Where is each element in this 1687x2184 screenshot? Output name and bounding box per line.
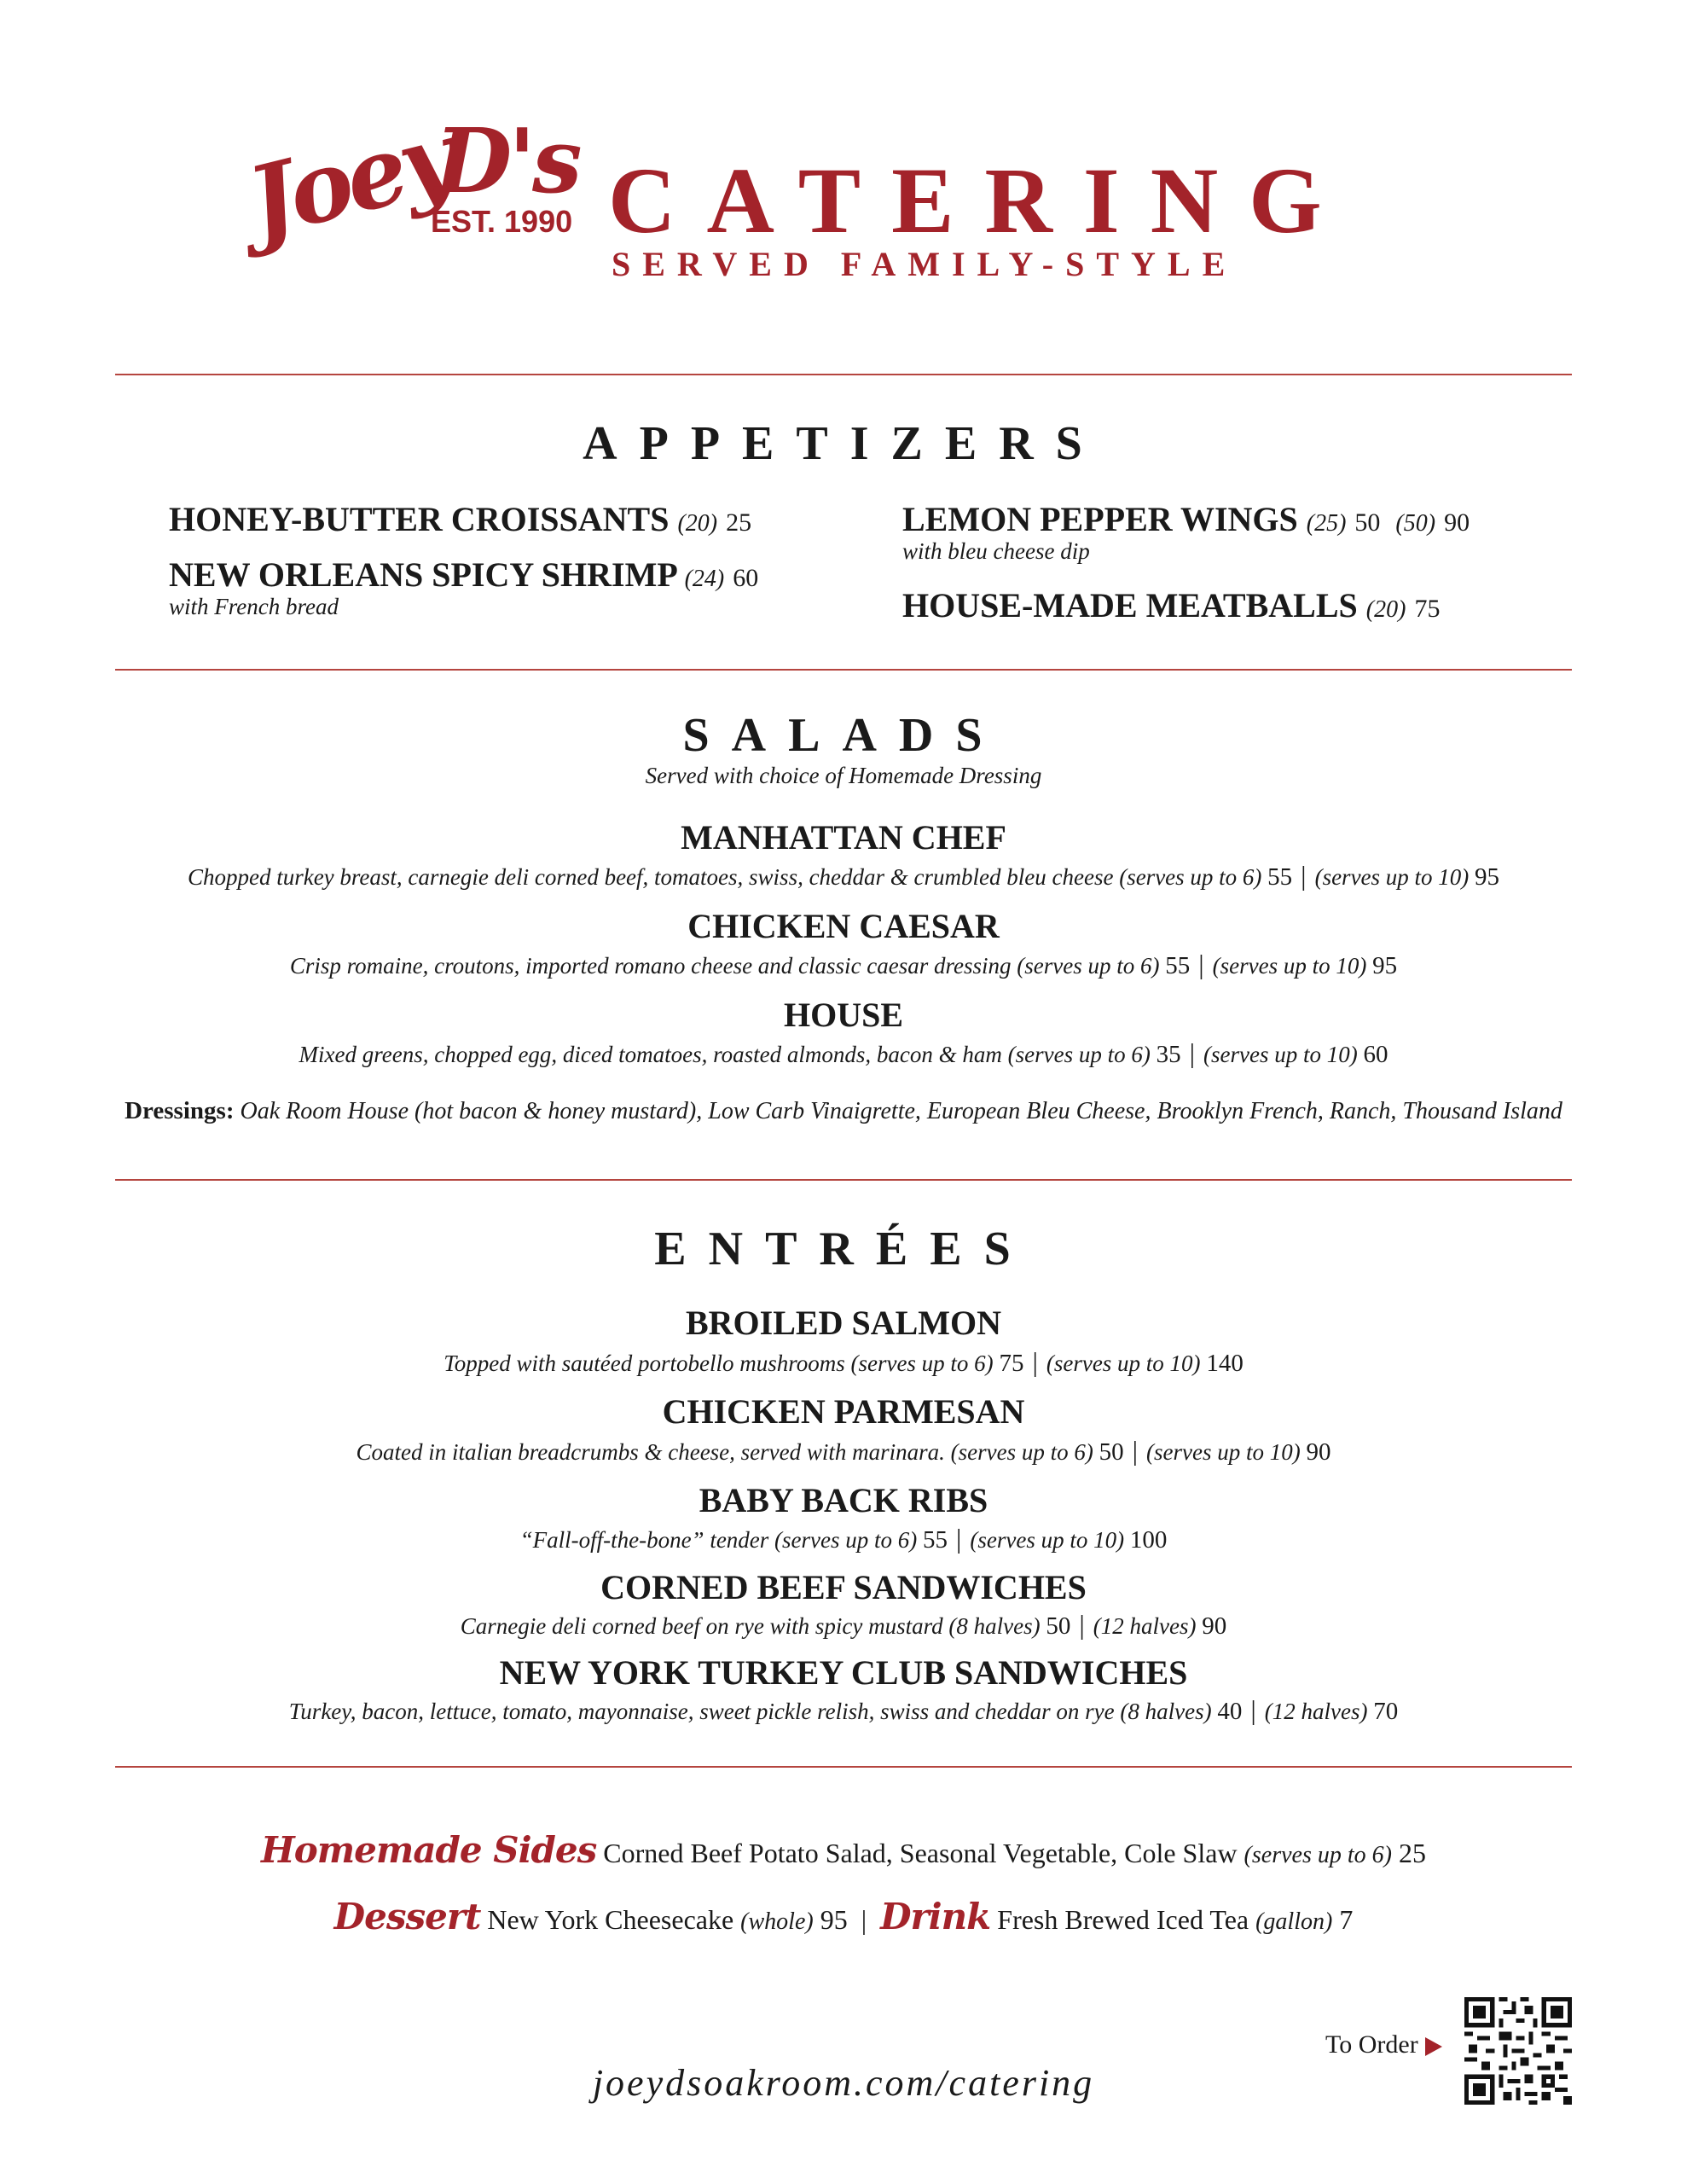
salad-description: Crisp romaine, croutons, imported romano cheese and classic caesar dressing (serves up to 6) 55 | (serves up to 10) 95 [289, 949, 1398, 979]
dressings-label: Dressings: [125, 1097, 235, 1124]
drink-text: Fresh Brewed Iced Tea [997, 1904, 1249, 1935]
price: 50 [1046, 1612, 1071, 1640]
salad-description: Chopped turkey breast, carnegie deli corned beef, tomatoes, swiss, cheddar & crumbled bleu cheese (serves up to 6) 55 | (serves up to 10) 95 [187, 860, 1500, 891]
serving-size: (serves up to 10) [1146, 1439, 1301, 1465]
price: 35 [1156, 1041, 1181, 1068]
serving-size: (serves up to 6) [950, 1439, 1093, 1465]
serving-size: (8 halves) [1120, 1699, 1212, 1724]
catering-url-link[interactable]: joeydsoakroom.com/catering [592, 2062, 1095, 2104]
salad-name: MANHATTAN CHEF [681, 818, 1006, 857]
price: 95 [1372, 952, 1398, 979]
serving-size: (serves up to 10) [1203, 1042, 1358, 1067]
serving-size: (serves up to 6) [1119, 864, 1262, 890]
page-subtitle: SERVED FAMILY-STYLE [612, 245, 1238, 283]
to-order-text: To Order [1325, 2030, 1418, 2059]
price: 40 [1217, 1698, 1243, 1725]
appetizer-name: NEW ORLEANS SPICY SHRIMP [169, 555, 676, 594]
page-title: CATERING [608, 148, 1353, 253]
description-text: Mixed greens, chopped egg, diced tomatoes, roasted almonds, bacon & ham [299, 1042, 1002, 1067]
appetizer-price: 90 [1444, 508, 1470, 537]
entree-description: “Fall-off-the-bone” tender (serves up to 6) 55 | (serves up to 10) 100 [519, 1523, 1168, 1554]
appetizer-price: 60 [733, 564, 759, 592]
price: 60 [1363, 1041, 1388, 1068]
entree-name: BROILED SALMON [685, 1304, 1002, 1342]
appetizer-quantity: (24) [684, 566, 725, 592]
salad-description: Mixed greens, chopped egg, diced tomatoes, roasted almonds, bacon & ham (serves up to 6) 35 | (serves up to 10) 60 [299, 1037, 1388, 1068]
sides-line [0, 1829, 1687, 1871]
dessert-text: New York Cheesecake [487, 1904, 734, 1935]
drink-label: Drink [880, 1896, 991, 1937]
serving-size: (serves up to 6) [1017, 953, 1160, 979]
appetizer-name: HOUSE-MADE MEATBALLS [902, 586, 1358, 624]
divider [115, 374, 1572, 375]
appetizer-price: 25 [726, 508, 752, 537]
price: 55 [923, 1526, 948, 1554]
sides-text: Corned Beef Potato Salad, Seasonal Vegetable, Cole Slaw [603, 1838, 1238, 1868]
price: 50 [1099, 1438, 1124, 1466]
divider [115, 1766, 1572, 1768]
appetizer-quantity: (20) [1365, 596, 1406, 623]
serving-size: (serves up to 10) [970, 1527, 1125, 1553]
serving-size: (8 halves) [948, 1613, 1041, 1639]
entree-name: BABY BACK RIBS [699, 1481, 988, 1519]
dessert-drink-line: Dessert New York Cheesecake (whole) 95 | Drink Fresh Brewed Iced Tea (gallon) 7 [333, 1896, 1354, 1937]
appetizer-quantity: (25) [1306, 510, 1347, 537]
joeyds-logo [237, 101, 588, 269]
price: 95 [1475, 863, 1500, 891]
divider [115, 669, 1572, 671]
appetizer-item [902, 586, 1441, 624]
serving-size: (serves up to 6) [850, 1350, 994, 1376]
appetizer-quantity: (20) [677, 510, 718, 537]
qr-code-icon[interactable] [1464, 1997, 1572, 2105]
price: 55 [1165, 952, 1191, 979]
drink-price: 7 [1339, 1904, 1354, 1935]
logo-joey-text: Joey [237, 101, 463, 259]
serving-size: (serves up to 10) [1314, 864, 1470, 890]
section-title-appetizers: APPETIZERS [583, 417, 1104, 470]
entree-name: NEW YORK TURKEY CLUB SANDWICHES [499, 1653, 1188, 1692]
dressings-text: Oak Room House (hot bacon & honey mustard), Low Carb Vinaigrette, European Bleu Cheese, Brooklyn French, Ranch, Thousand Island [240, 1098, 1562, 1124]
price: 70 [1373, 1698, 1399, 1725]
description-text: Coated in italian breadcrumbs & cheese, served with marinara. [356, 1439, 945, 1465]
description-text: Carnegie deli corned beef on rye with spicy mustard [460, 1613, 943, 1639]
serving-size: (serves up to 6) [774, 1527, 918, 1553]
description-text: Turkey, bacon, lettuce, tomato, mayonnaise, sweet pickle relish, swiss and cheddar on rye [288, 1699, 1115, 1724]
price: 90 [1306, 1438, 1331, 1466]
price: 75 [999, 1350, 1024, 1377]
serving-size: (serves up to 6) [1007, 1042, 1151, 1067]
description-text: Chopped turkey breast, carnegie deli corned beef, tomatoes, swiss, cheddar & crumbled bleu cheese [187, 864, 1114, 890]
serving-size: (serves up to 10) [1212, 953, 1367, 979]
appetizer-quantity: (50) [1395, 510, 1436, 537]
appetizer-item [902, 502, 1470, 537]
serving-size: (12 halves) [1264, 1699, 1368, 1724]
description-text: “Fall-off-the-bone” tender [519, 1527, 769, 1553]
entree-name: CHICKEN PARMESAN [662, 1392, 1025, 1431]
arrow-right-icon [1425, 2037, 1442, 2056]
sides-serving-size: (serves up to 6) [1244, 1842, 1392, 1868]
price: 100 [1129, 1526, 1168, 1554]
sides-label: Homemade Sides [261, 1829, 597, 1871]
dessert-quantity: (whole) [740, 1908, 814, 1935]
appetizer-price: 75 [1414, 595, 1441, 623]
section-title-salads: SALADS [682, 709, 1005, 762]
to-order-label [1325, 2032, 1442, 2058]
price: 90 [1202, 1612, 1227, 1640]
entree-description: Coated in italian breadcrumbs & cheese, served with marinara. (serves up to 6) 50 | (serves up to 10) 90 [356, 1435, 1331, 1466]
salads-subtitle: Served with choice of Homemade Dressing [645, 763, 1042, 788]
appetizer-name: LEMON PEPPER WINGS [902, 500, 1298, 538]
dessert-price: 95 [820, 1904, 848, 1935]
entree-description: Turkey, bacon, lettuce, tomato, mayonnaise, sweet pickle relish, swiss and cheddar on rye (8 halves) 40 | (12 halves) 70 [288, 1694, 1399, 1725]
salad-name: HOUSE [783, 996, 904, 1034]
sides-price: 25 [1398, 1838, 1426, 1868]
entree-name: CORNED BEEF SANDWICHES [600, 1568, 1087, 1606]
logo-est-text: EST. 1990 [431, 204, 573, 239]
appetizer-name: HONEY-BUTTER CROISSANTS [169, 500, 670, 538]
description-text: Topped with sautéed portobello mushrooms [443, 1350, 845, 1376]
serving-size: (12 halves) [1093, 1613, 1197, 1639]
divider [115, 1179, 1572, 1181]
price: 55 [1267, 863, 1293, 891]
appetizer-note: with bleu cheese dip [902, 538, 1090, 564]
appetizer-price: 50 [1354, 508, 1381, 537]
price: 140 [1206, 1350, 1244, 1377]
dressings-line [0, 1099, 1687, 1124]
drink-quantity: (gallon) [1255, 1908, 1333, 1935]
logo-ds-text: D's [435, 108, 579, 213]
appetizer-item [169, 555, 759, 594]
serving-size: (serves up to 10) [1046, 1350, 1201, 1376]
dessert-label: Dessert [333, 1896, 481, 1937]
description-text: Crisp romaine, croutons, imported romano cheese and classic caesar dressing [289, 953, 1012, 979]
appetizer-note: with French bread [169, 594, 339, 619]
salad-name: CHICKEN CAESAR [687, 907, 1000, 945]
entree-description: Topped with sautéed portobello mushrooms (serves up to 6) 75 | (serves up to 10) 140 [443, 1346, 1244, 1377]
entree-description: Carnegie deli corned beef on rye with spicy mustard (8 halves) 50 | (12 halves) 90 [460, 1609, 1227, 1640]
appetizer-item [169, 502, 751, 537]
section-title-entrees: ENTRÉES [654, 1223, 1033, 1275]
